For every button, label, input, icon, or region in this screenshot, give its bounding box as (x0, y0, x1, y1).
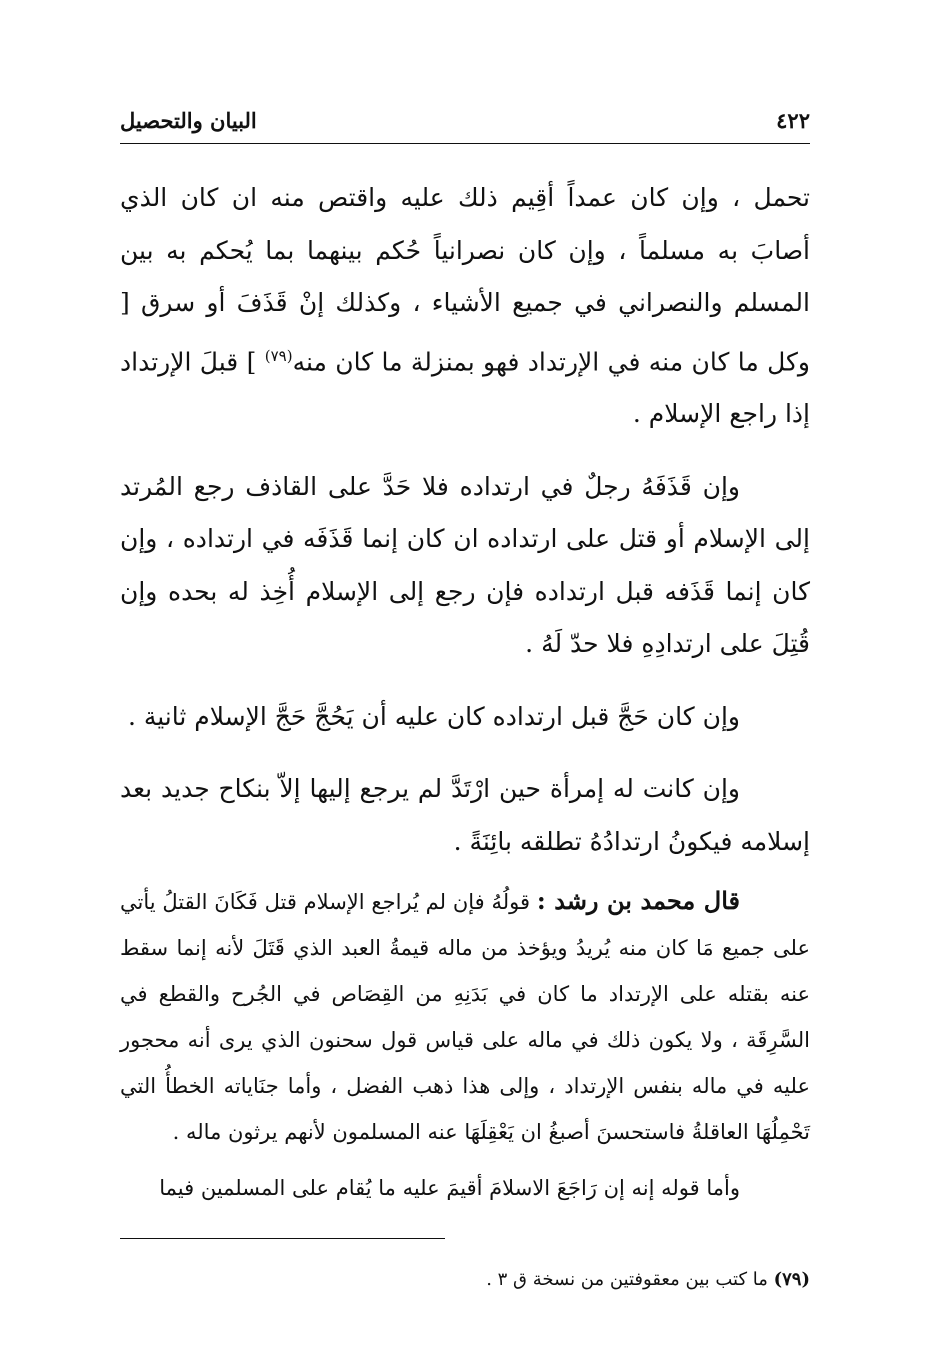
main-text (120, 172, 810, 1211)
running-header (120, 102, 810, 142)
commentary-text: قولُهُ فإن لم يُراجع الإسلام قتل فَكَانَ القتلُ يأتي على جميع مَا كان منه يُريدُ ويؤخذ من ماله قيمةُ العبد الذي قَتَلَ لأنه إنما سقط عنه بقتله على الإرتداد ما كان في بَدَنِهِ من القِصَاص في الجُرح والقطع في السَّرِقَة ، ولا يكون ذلك في ماله على قياس قول سحنون الذي يرى أنه محجور عليه في ماله بنفس الإرتداد ، وإلى هذا ذهب الفضل ، وأما جنَاياته الخطأُ التي تَحْمِلُهَا العاقلةُ فاستحسنَ أصبغُ ان يَعْقِلَهَا عنه المسلمون لأنهم يرثون ماله . (120, 890, 810, 1145)
paragraph-1-text: تحمل ، وإن كان عمداً أقِيم ذلك عليه واقتص منه ان كان الذي أصابَ به مسلماً ، وإن كان نصرانياً حُكم بينهما بما يُحكم به بين المسلم والنصراني في جميع الأشياء ، وكذلك إنْ قَذَفَ أو سرق [ وكل ما كان منه في الإرتداد فهو بمنزلة ما كان منه (120, 183, 810, 376)
paragraph-4: وإن كانت له إمرأة حين ارْتَدَّ لم يرجع إليها إلاّ بنكاح جديد بعد إسلامه فيكونُ ارتدادُهُ تطلقه بائِنَةً . (120, 774, 810, 856)
footnote (120, 1266, 810, 1294)
commentary-paragraph (120, 878, 810, 1155)
header-divider (120, 143, 810, 144)
book-page (120, 0, 810, 1364)
footnote-divider (120, 1238, 445, 1239)
commentary-speaker: قال محمد بن رشد : (536, 886, 740, 916)
footnote-reference: (٧٩) (264, 346, 293, 365)
footnote-text: ما كتب بين معقوفتين من نسخة ق ٣ . (486, 1269, 774, 1290)
book-title: البيان والتحصيل (120, 108, 257, 133)
paragraph-2: وإن قَذَفَهُ رجلٌ في ارتداده فلا حَدَّ على القاذف رجع المُرتد إلى الإسلام أو قتل على ارتداده ان كان إنما قَذَفَه في ارتداده ، وإن كان إنما قَذَفه قبل ارتداده فإن رجع إلى الإسلام أُخِذ له بحده وإن قُتِلَ على ارتدادِهِ فلا حدّ لَهُ . (120, 471, 810, 659)
page-number: ٤٢٢ (776, 108, 810, 133)
commentary-continuation: وأما قوله إنه إن رَاجَعَ الاسلامَ أقيمَ عليه ما يُقام على المسلمين فيما (159, 1176, 740, 1201)
paragraph-3: وإن كان حَجَّ قبل ارتداده كان عليه أن يَحُجَّ حَجَّ الإسلام ثانية . (127, 701, 740, 731)
paragraph-1 (120, 172, 810, 441)
paragraph-1-text-after: ] قبلَ الإرتداد إذا راجع الإسلام . (120, 346, 810, 429)
footnote-marker: (٧٩) (773, 1269, 810, 1290)
